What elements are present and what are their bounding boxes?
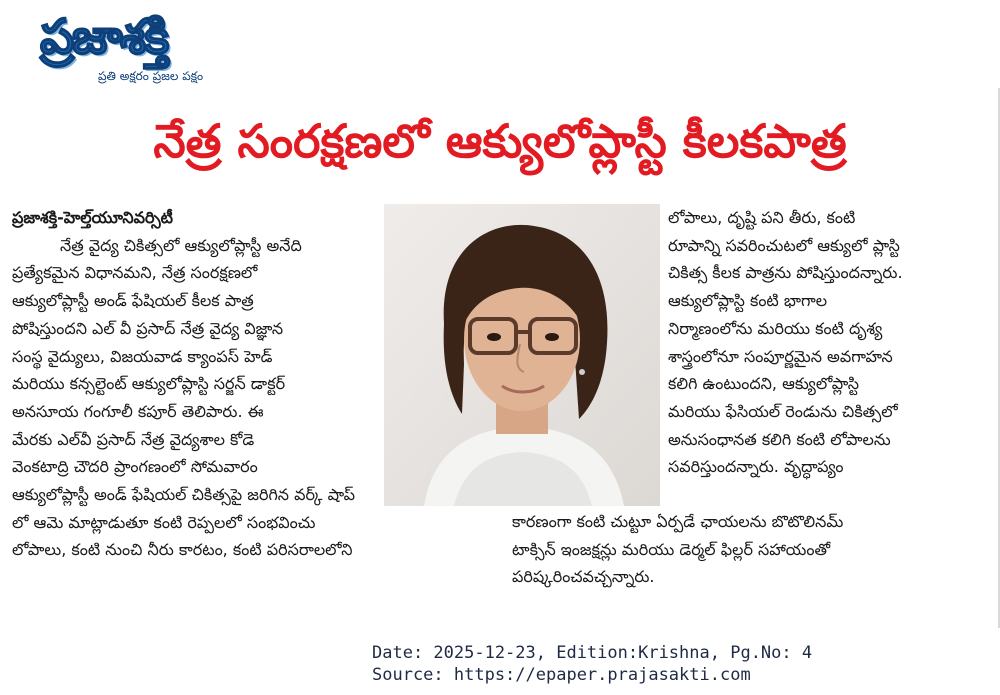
article-byline: ప్రజాశక్తి-హెల్త్‌యూనివర్సిటీ xyxy=(12,208,174,227)
masthead-logo-text: ప్రజాశక్తి xyxy=(40,9,168,65)
article-line: సంస్థ వైద్యులు, విజయవాడ క్యాంపస్ హెడ్ xyxy=(12,346,273,366)
article-line: శాస్త్రంలోనూ సంపూర్ణమైన అవగాహన xyxy=(668,346,893,366)
article-line: ప్రత్యేకమైన విధానమని, నేత్ర సంరక్షణలో xyxy=(12,263,258,283)
article-line: అనసూయ గంగూలీ కపూర్ తెలిపారు. ఈ xyxy=(12,401,264,421)
article-line: రూపాన్ని సవరించుటలో ఆక్యులో ప్లాస్టి xyxy=(668,235,900,255)
article-line: మేరకు ఎల్‌వీ ప్రసాద్ నేత్ర వైద్యశాల కోడె xyxy=(12,429,255,449)
article-line: మరియు కన్సల్టెంట్ ఆక్యులోప్లాస్టి సర్జన్ డాక్టర్ xyxy=(12,374,286,394)
article-line: నిర్మాణంలోను మరియు కంటి దృశ్య xyxy=(668,318,883,338)
article-line: ఆక్యులోప్లాస్టీ అండ్ ఫేషియల్ కీలక పాత్ర xyxy=(12,291,254,311)
edition-source-line: Source: https://epaper.prajasakti.com xyxy=(372,665,751,685)
article-line: సవరిస్తుందన్నారు. వృద్ధాప్యం xyxy=(668,457,844,477)
article-line: ఆక్యులోప్లాస్టీ అండ్ ఫేషియల్ చికిత్సపై జరిగిన వర్క్ షాప్ xyxy=(12,485,355,505)
masthead-logo xyxy=(40,8,285,88)
article-line: టాక్సిన్ ఇంజక్షన్లు మరియు డెర్మల్ ఫిల్లర్ సహాయంతో xyxy=(512,539,831,559)
article-line: పరిష్కరించవచ్చన్నారు. xyxy=(512,567,655,587)
article-column-right xyxy=(668,204,980,481)
article-line: కలిగి ఉంటుందని, ఆక్యులోప్లాస్టి xyxy=(668,374,859,394)
article-line: వెంకటాద్రి చౌదరి ప్రాంగణంలో సోమవారం xyxy=(12,457,258,477)
article-line: ఆక్యులోప్లాస్టి కంటి భాగాల xyxy=(668,291,828,311)
masthead-tagline: ప్రతి అక్షరం ప్రజల పక్షం xyxy=(98,69,204,83)
edition-date-line: Date: 2025-12-23, Edition:Krishna, Pg.No: 4 xyxy=(372,643,813,663)
article-line: లోపాలు, దృష్టి పని తీరు, కంటి xyxy=(668,208,856,227)
article-line: లోపాలు, కంటి నుంచి నీరు కారటం, కంటి పరిసరాలలోని xyxy=(12,540,353,560)
doctor-portrait-illustration xyxy=(384,204,660,506)
article-line: అనుసంధానత కలిగి కంటి లోపాలను xyxy=(668,429,891,449)
article-line: పోషిస్తుందని ఎల్ వీ ప్రసాద్ నేత్ర వైద్య విజ్ఞాన xyxy=(12,318,284,338)
doctor-portrait-photo xyxy=(384,204,660,506)
article-line: చికిత్స కీలక పాత్రను పోషిస్తుందన్నారు. xyxy=(668,263,903,283)
edition-metadata xyxy=(372,642,812,686)
article-line: నేత్ర వైద్య చికిత్సలో ఆక్యులోప్లాస్టీ అనేది xyxy=(60,235,302,255)
article-column-bottom xyxy=(512,508,980,591)
article-line: కారణంగా కంటి చుట్టూ ఏర్పడే ఛాయలను బొటొలినమ్ xyxy=(512,512,844,531)
article-headline: నేత్ర సంరక్షణలో ఆక్యులోప్లాస్టీ కీలకపాత్ర xyxy=(153,114,847,168)
article-line: మరియు ఫేసియల్ రెండును చికిత్సలో xyxy=(668,401,898,421)
article-line: లో ఆమె మాట్లాడుతూ కంటి రెప్పలలో సంభవించు xyxy=(12,512,316,532)
